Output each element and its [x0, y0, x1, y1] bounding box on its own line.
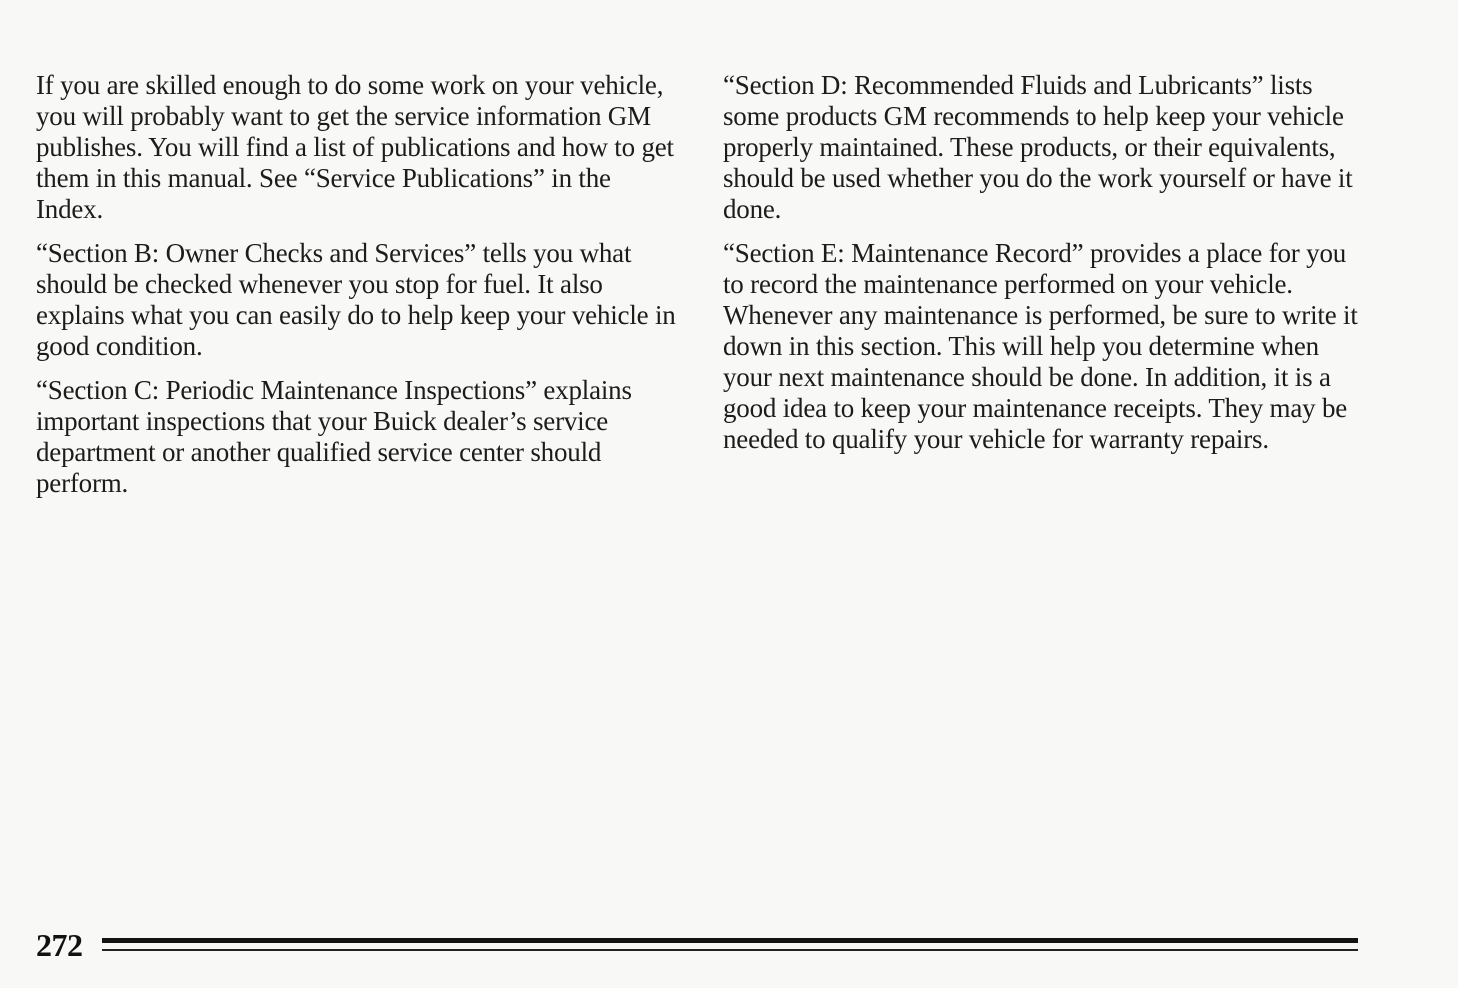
page-number: 272: [36, 927, 83, 963]
paragraph-service-information: If you are skilled enough to do some work on your vehicle, you will probably want to get the service information GM publishes. You will find a list of publications and how to get them in this manual. See “Service Publications” in the Index.: [36, 70, 674, 224]
paragraph-section-e: “Section E: Maintenance Record” provides a place for you to record the maintenance performed on your vehicle. Whenever any maintenance is performed, be sure to write it down in this section. This will help you determine when your next maintenance should be done. In addition, it is a good idea to keep your maintenance receipts. They may be needed to qualify your vehicle for warranty repairs.: [723, 238, 1358, 454]
paragraph-section-c: “Section C: Periodic Maintenance Inspections” explains important inspections that your Buick dealer’s service department or another qualified service center should perform.: [36, 375, 632, 498]
left-text-column: [36, 70, 676, 512]
paragraph-section-b: “Section B: Owner Checks and Services” tells you what should be checked whenever you stop for fuel. It also explains what you can easily do to help keep your vehicle in good condition.: [36, 238, 676, 361]
paragraph-section-d: “Section D: Recommended Fluids and Lubricants” lists some products GM recommends to help keep your vehicle properly maintained. These products, or their equivalents, should be used whether you do the work yourself or have it done.: [723, 70, 1353, 224]
footer-rule-thick: [102, 938, 1358, 943]
right-text-column: [723, 70, 1373, 468]
page-footer: [36, 925, 1358, 965]
footer-rule-thin: [102, 949, 1358, 951]
